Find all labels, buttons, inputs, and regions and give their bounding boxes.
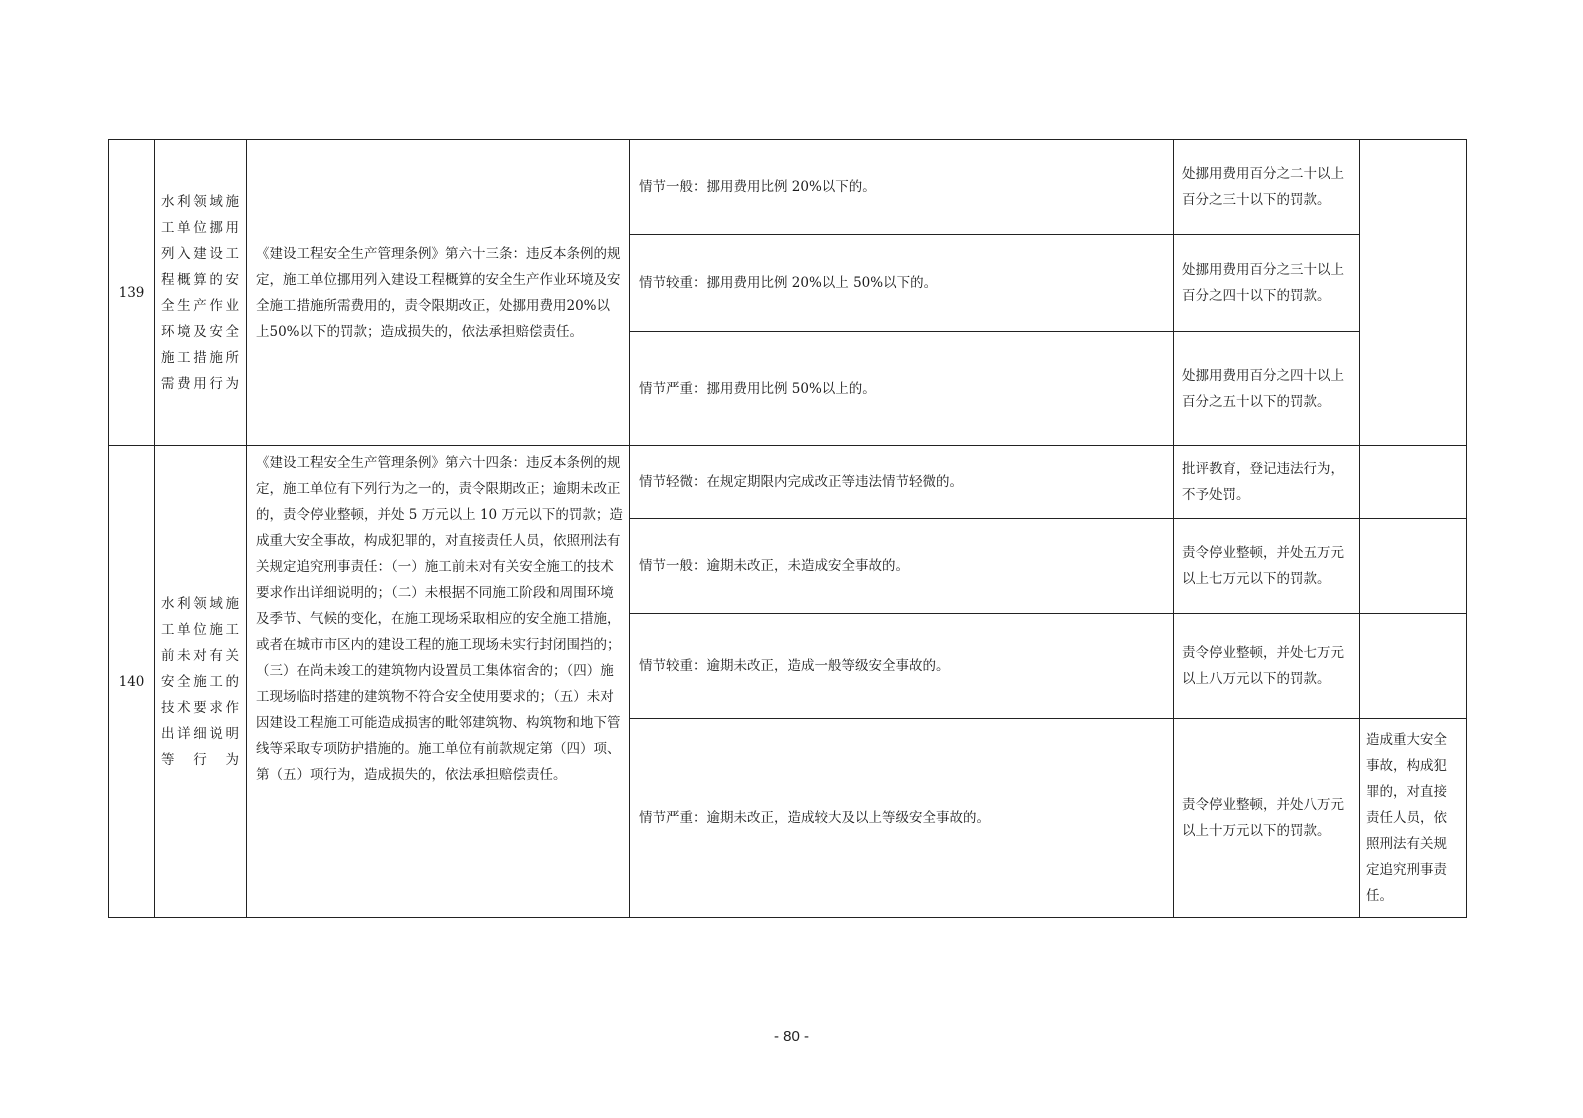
penalty-standards-table — [108, 139, 1467, 918]
legal-basis: 《建设工程安全生产管理条例》第六十三条：违反本条例的规定，施工单位挪用列入建设工程概算的安全生产作业环境及安全施工措施所需费用的，责令限期改正，处挪用费用20%以上50%以下的罚款；造成损失的，依法承担赔偿责任。 — [247, 140, 630, 446]
row-number: 139 — [109, 140, 155, 446]
note-cell: 造成重大安全事故，构成犯罪的，对直接责任人员，依照刑法有关规定追究刑事责任。 — [1360, 719, 1467, 918]
violation-name: 水利领域施工单位施工前未对有关安全施工的技术要求作出详细说明等行为 — [155, 446, 247, 918]
row-number: 140 — [109, 446, 155, 918]
situation-cell: 情节一般：逾期未改正，未造成安全事故的。 — [630, 519, 1174, 614]
situation-cell: 情节一般：挪用费用比例 20%以下的。 — [630, 140, 1174, 235]
penalty-cell: 处挪用费用百分之二十以上百分之三十以下的罚款。 — [1174, 140, 1360, 235]
situation-cell: 情节轻微：在规定期限内完成改正等违法情节轻微的。 — [630, 446, 1174, 519]
note-cell — [1360, 140, 1467, 446]
page-number: - 80 - — [773, 1028, 809, 1045]
penalty-cell: 处挪用费用百分之三十以上百分之四十以下的罚款。 — [1174, 235, 1360, 332]
note-cell — [1360, 446, 1467, 519]
note-cell — [1360, 519, 1467, 614]
legal-basis: 《建设工程安全生产管理条例》第六十四条：违反本条例的规定，施工单位有下列行为之一的，责令限期改正；逾期未改正的，责令停业整顿，并处 5 万元以上 10 万元以下的罚款；造成重大安全事故，构成犯罪的，对直接责任人员，依照刑法有关规定追究刑事责任：（一）施工前未对有关安全施工的技术要求作出详细说明的；（二）未根据不同施工阶段和周围环境及季节、气候的变化，在施工现场采取相应的安全施工措施，或者在城市市区内的建设工程的施工现场未实行封闭围挡的；（三）在尚未竣工的建筑物内设置员工集体宿舍的；（四）施工现场临时搭建的建筑物不符合安全使用要求的；（五）未对因建设工程施工可能造成损害的毗邻建筑物、构筑物和地下管线等采取专项防护措施的。施工单位有前款规定第（四）项、第（五）项行为，造成损失的，依法承担赔偿责任。 — [247, 446, 630, 918]
penalty-cell: 责令停业整顿，并处八万元以上十万元以下的罚款。 — [1174, 719, 1360, 918]
penalty-cell: 批评教育，登记违法行为，不予处罚。 — [1174, 446, 1360, 519]
violation-name: 水利领域施工单位挪用列入建设工程概算的安全生产作业环境及安全施工措施所需费用行为 — [155, 140, 247, 446]
situation-cell: 情节较重：挪用费用比例 20%以上 50%以下的。 — [630, 235, 1174, 332]
penalty-cell: 责令停业整顿，并处五万元以上七万元以下的罚款。 — [1174, 519, 1360, 614]
table-row — [109, 446, 1467, 519]
penalty-cell: 处挪用费用百分之四十以上百分之五十以下的罚款。 — [1174, 332, 1360, 446]
penalty-cell: 责令停业整顿，并处七万元以上八万元以下的罚款。 — [1174, 614, 1360, 719]
situation-cell: 情节严重：逾期未改正，造成较大及以上等级安全事故的。 — [630, 719, 1174, 918]
table-row — [109, 140, 1467, 235]
situation-cell: 情节严重：挪用费用比例 50%以上的。 — [630, 332, 1174, 446]
situation-cell: 情节较重：逾期未改正，造成一般等级安全事故的。 — [630, 614, 1174, 719]
note-cell — [1360, 614, 1467, 719]
